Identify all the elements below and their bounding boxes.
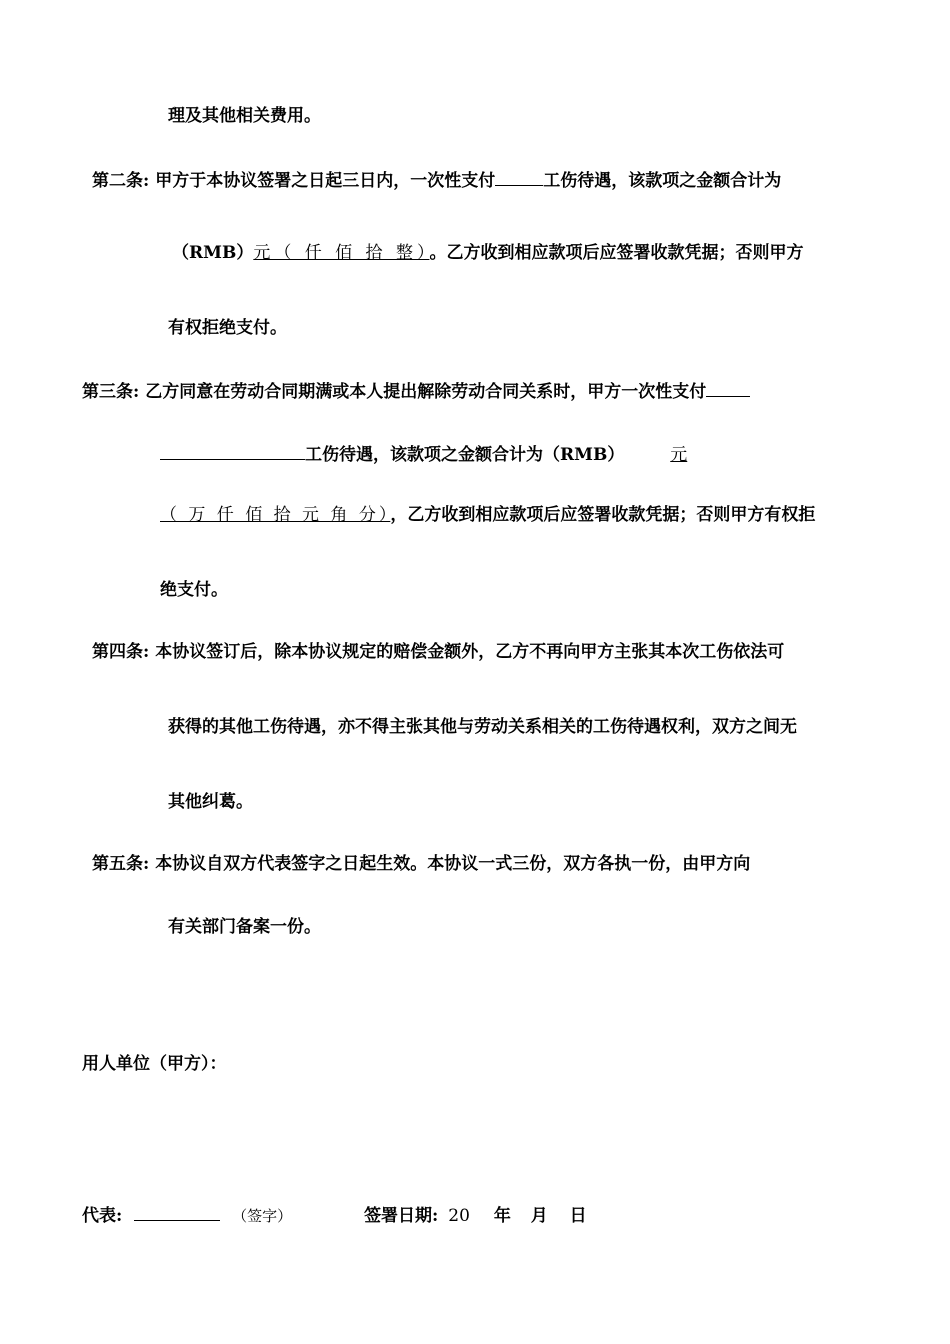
article-2-amount-blank: 元（ 仟 佰 拾 整） (253, 243, 430, 263)
article-3-line-4: 绝支付。 (160, 580, 228, 600)
article-4-line-1 (92, 640, 784, 664)
date-century: 20 (448, 1206, 470, 1226)
article-3-line-3 (160, 503, 815, 527)
date-label: 签署日期: (364, 1206, 439, 1226)
article-5-label: 第五条: (92, 854, 150, 874)
date-month-label: 月 (530, 1206, 548, 1226)
signature-row (82, 1202, 587, 1228)
article-2-label: 第二条: (92, 171, 150, 191)
article-3-line-2 (160, 441, 687, 467)
article-3-yuan-blank: 元 (670, 445, 688, 465)
rmb-label: （RMB） (172, 243, 254, 263)
signature-field[interactable] (134, 1202, 220, 1221)
employer-label: 用人单位（甲方）： (82, 1054, 227, 1074)
article-2-text-c: 。乙方收到相应款项后应签署收款凭据；否则甲方 (429, 243, 804, 263)
article-4-text-a: 本协议签订后，除本协议规定的赔偿金额外，乙方不再向甲方主张其本次工伤依法可 (155, 642, 785, 662)
article-4-line-3: 其他纠葛。 (168, 792, 253, 812)
article-2-text-a: 甲方于本协议签署之日起三日内，一次性支付 (155, 171, 496, 191)
article-3-line-1 (82, 378, 750, 404)
article-2-line-1 (92, 167, 781, 193)
article-3-blank-2 (160, 441, 305, 460)
article-5-line-2: 有关部门备案一份。 (168, 917, 321, 937)
article-5-line-1 (92, 852, 750, 876)
date-day-label: 日 (569, 1206, 587, 1226)
article-3-text-a: 乙方同意在劳动合同期满或本人提出解除劳动合同关系时，甲方一次性支付 (145, 382, 707, 402)
article-2-line-2 (172, 241, 803, 265)
article-4-line-2: 获得的其他工伤待遇，亦不得主张其他与劳动关系相关的工伤待遇权利，双方之间无 (168, 717, 797, 737)
article-3-blank-1 (706, 378, 750, 397)
article-2-text-b: 工伤待遇，该款项之金额合计为 (543, 171, 782, 191)
article-5-text-a: 本协议自双方代表签字之日起生效。本协议一式三份，双方各执一份，由甲方向 (155, 854, 751, 874)
article-2-blank-1 (495, 167, 543, 186)
clause-1-continuation: 理及其他相关费用。 (168, 106, 321, 126)
article-2-line-3: 有权拒绝支付。 (168, 318, 287, 338)
article-3-text-b: 工伤待遇，该款项之金额合计为（RMB） (305, 445, 625, 465)
representative-label: 代表: (82, 1206, 123, 1226)
date-year-label: 年 (493, 1206, 511, 1226)
signature-note: （签字） (232, 1207, 293, 1225)
article-3-amount-blank: （ 万 仟 佰 拾 元 角 分） (160, 505, 391, 525)
article-3-text-c: ，乙方收到相应款项后应签署收款凭据；否则甲方有权拒 (390, 505, 816, 525)
article-4-label: 第四条: (92, 642, 150, 662)
article-3-label: 第三条: (82, 382, 140, 402)
